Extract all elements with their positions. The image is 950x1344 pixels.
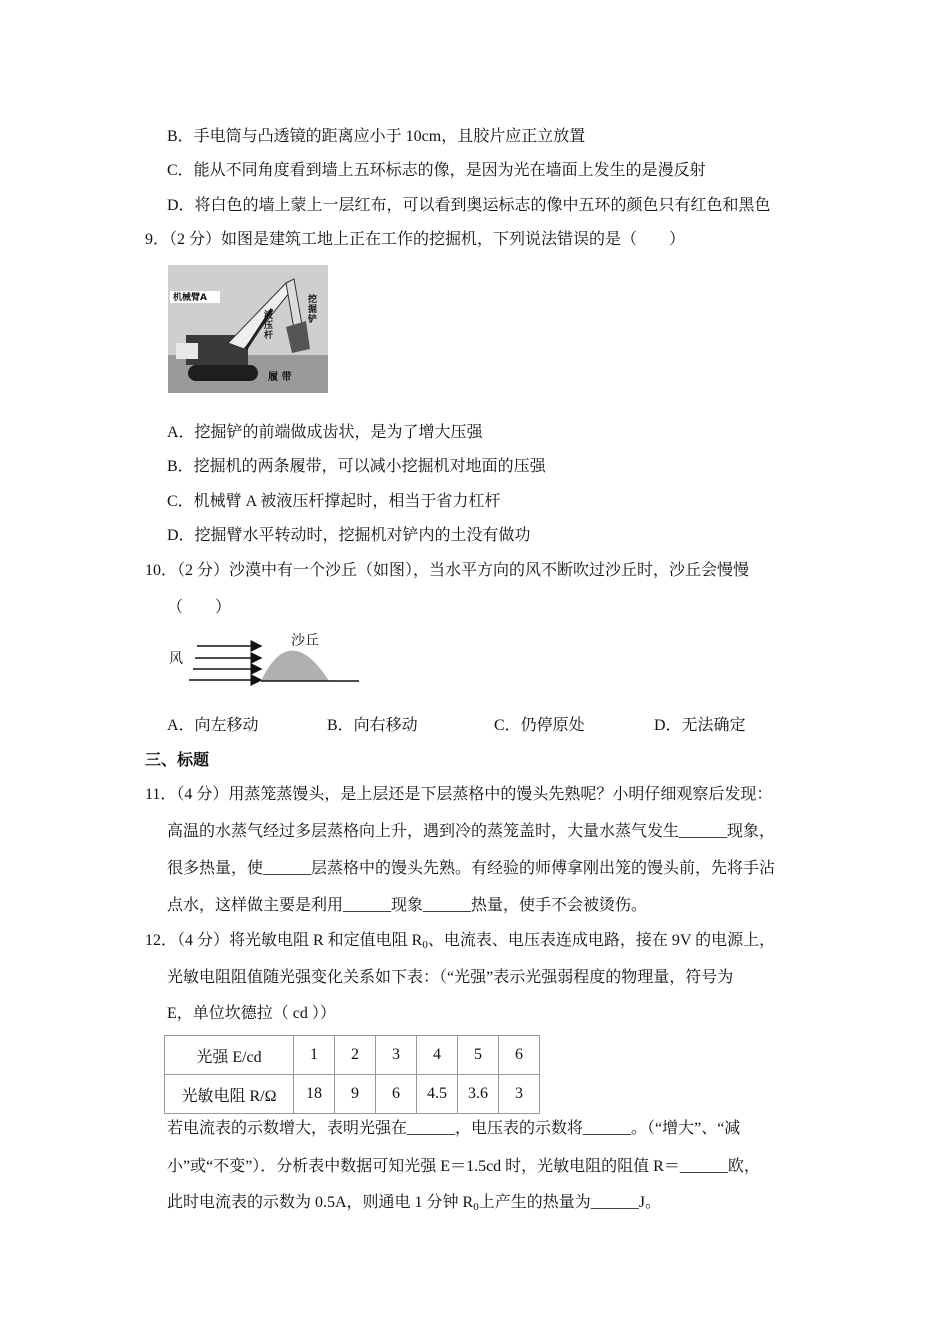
table-cell: 18 [294,1075,335,1114]
dune-diagram [165,628,365,688]
table-cell: 6 [499,1036,540,1075]
q9-option-a: A．挖掘铲的前端做成齿状，是为了增大压强 [167,424,483,441]
q12-line-6-sub: 0 [473,1201,479,1213]
q12-line-1 [145,931,775,951]
q12-line-2: 光敏电阻阻值随光强变化关系如下表：（“光强”表示光强弱程度的物理量，符号为 [167,969,734,986]
q11-line-3: 很多热量，使______层蒸格中的馒头先熟。有经验的师傅拿刚出笼的馒头前，先将手沾 [167,860,776,877]
table-header-resistance: 光敏电阻 R/Ω [165,1075,294,1114]
section-3-title: 三、标题 [145,752,210,769]
q10-stem: 10．（2 分）沙漠中有一个沙丘（如图），当水平方向的风不断吹过沙丘时，沙丘会慢慢 [145,562,750,579]
q10-option-c: C．仍停原处 [494,717,585,734]
dune-illustration [165,628,365,688]
table-cell: 4 [417,1036,458,1075]
table-cell: 1 [294,1036,335,1075]
q12-line-1-a: 12．（4 分）将光敏电阻 R 和定值电阻 R [145,932,423,949]
table-cell: 3 [499,1075,540,1114]
q12-line-4: 若电流表的示数增大，表明光强在______，电压表的示数将______。（“增大”、“减 [167,1120,741,1137]
q10-option-b: B．向右移动 [327,717,418,734]
excavator-photo [168,265,328,393]
light-resistance-table [164,1035,540,1114]
table-row-light-intensity [165,1036,540,1075]
q11-line-2: 高温的水蒸气经过多层蒸格向上升，遇到冷的蒸笼盖时，大量水蒸气发生______现象， [167,823,776,840]
table-cell: 6 [376,1075,417,1114]
table-row-resistance [165,1075,540,1114]
q12-line-6-a: 此时电流表的示数为 0.5A，则通电 1 分钟 R [167,1194,474,1211]
q12-line-1-b: 、电流表、电压表连成电路，接在 9V 的电源上， [427,932,776,949]
q12-line-3: E，单位坎德拉（ cd ）） [167,1005,336,1022]
table-cell: 5 [458,1036,499,1075]
q10-option-a: A．向左移动 [167,717,259,734]
table-cell: 3.6 [458,1075,499,1114]
q9-option-d: D．挖掘臂水平转动时，挖掘机对铲内的土没有做功 [167,527,531,544]
q9-option-b: B．挖掘机的两条履带，可以减小挖掘机对地面的压强 [167,458,546,475]
label-dune: 沙丘 [291,633,319,649]
q10-option-d: D．无法确定 [654,717,746,734]
q11-line-1: 11．（4 分）用蒸笼蒸馒头，是上层还是下层蒸格中的馒头先熟呢？小明仔细观察后发现： [145,786,773,803]
excavator-illustration [168,265,328,393]
q12-line-1-sub: 0 [422,939,428,951]
q10-answer-bracket: （ ） [167,599,232,616]
q12-line-6 [167,1193,661,1213]
table-cell: 4.5 [417,1075,458,1114]
q9-stem: 9．（2 分）如图是建筑工地上正在工作的挖掘机，下列说法错误的是（ ） [145,231,686,248]
q8-option-b: B．手电筒与凸透镜的距离应小于 10cm，且胶片应正立放置 [167,128,586,145]
table-cell: 3 [376,1036,417,1075]
table-cell: 2 [335,1036,376,1075]
q11-line-4: 点水，这样做主要是利用______现象______热量，使手不会被烫伤。 [167,897,648,914]
q12-line-5: 小”或“不变”）．分析表中数据可知光强 E＝1.5cd 时，光敏电阻的阻值 R＝______欧， [167,1158,760,1175]
q9-option-c: C．机械臂 A 被液压杆撑起时，相当于省力杠杆 [167,493,501,510]
table-header-light-intensity: 光强 E/cd [165,1036,294,1075]
q8-option-d: D．将白色的墙上蒙上一层红布，可以看到奥运标志的像中五环的颜色只有红色和黑色 [167,197,771,214]
q12-line-6-b: 上产生的热量为______J。 [478,1194,661,1211]
label-arm-a: 机械臂A [173,293,207,303]
label-track: 履 带 [268,372,292,383]
table-cell: 9 [335,1075,376,1114]
label-wind: 风 [169,651,183,667]
q8-option-c: C．能从不同角度看到墙上五环标志的像，是因为光在墙面上发生的是漫反射 [167,162,706,179]
label-shovel: 挖掘铲 [308,295,318,325]
label-hydraulic-rod: 液压杆 [264,311,274,341]
